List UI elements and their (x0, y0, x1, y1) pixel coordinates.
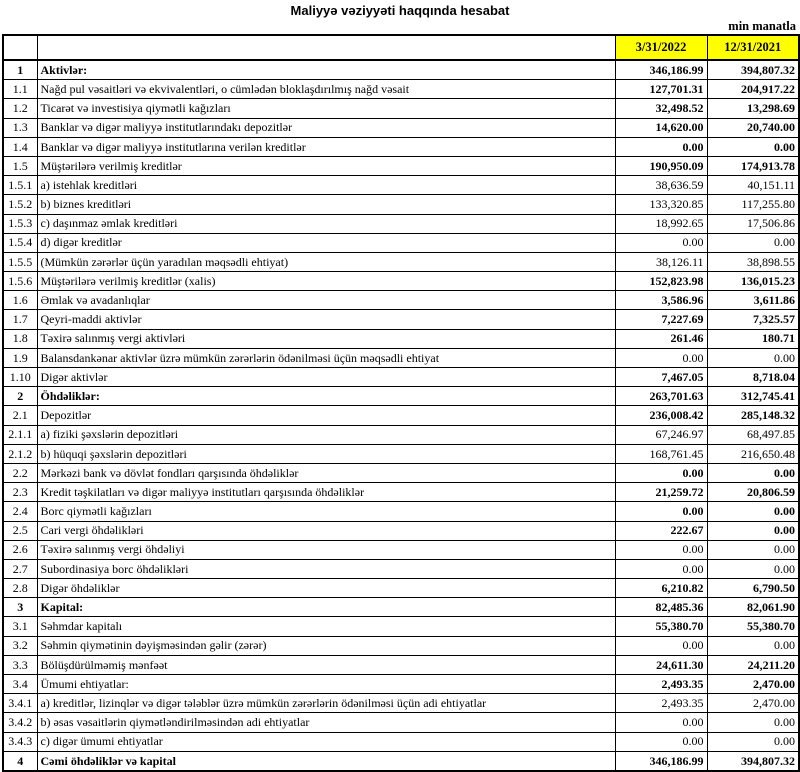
table-row (3, 118, 799, 137)
row-value-2021: 2,470.00 (707, 694, 799, 713)
row-value-2022: 7,227.69 (615, 310, 707, 329)
table-row (3, 463, 799, 482)
row-num: 2.8 (3, 579, 37, 598)
row-num: 2.1.2 (3, 444, 37, 463)
row-label: Digər öhdəliklər (37, 579, 615, 598)
row-num: 2.1 (3, 406, 37, 425)
row-num: 3.2 (3, 636, 37, 655)
table-row (3, 348, 799, 367)
table-row (3, 272, 799, 291)
row-num: 1.5.2 (3, 195, 37, 214)
row-label: Səhmin qiymətinin dəyişməsindən gəlir (zərər) (37, 636, 615, 655)
table-row (3, 406, 799, 425)
row-label: Balansdankənar aktivlər üzrə mümkün zərərlərin ödənilməsi üçün məqsədli ehtiyat (37, 348, 615, 367)
table-row (3, 559, 799, 578)
header-num-cell (3, 35, 37, 60)
row-value-2022: 0.00 (615, 137, 707, 156)
row-value-2021: 24,211.20 (707, 655, 799, 674)
row-value-2022: 82,485.36 (615, 598, 707, 617)
row-num: 3.3 (3, 655, 37, 674)
row-value-2021: 8,718.04 (707, 368, 799, 387)
row-num: 2.1.1 (3, 425, 37, 444)
row-value-2022: 0.00 (615, 559, 707, 578)
row-value-2021: 394,807.32 (707, 60, 799, 80)
row-value-2022: 0.00 (615, 233, 707, 252)
row-value-2021: 136,015.23 (707, 272, 799, 291)
row-label: Subordinasiya borc öhdəlikləri (37, 559, 615, 578)
row-value-2021: 0.00 (707, 502, 799, 521)
row-num: 1.10 (3, 368, 37, 387)
row-label: Depozitlər (37, 406, 615, 425)
row-label: Digər aktivlər (37, 368, 615, 387)
row-label: Kredit təşkilatları və digər maliyyə institutları qarşısında öhdəliklər (37, 483, 615, 502)
row-value-2021: 40,151.11 (707, 176, 799, 195)
row-value-2022: 236,008.42 (615, 406, 707, 425)
row-value-2022: 0.00 (615, 732, 707, 751)
table-row (3, 444, 799, 463)
row-num: 3.1 (3, 617, 37, 636)
row-value-2021: 6,790.50 (707, 579, 799, 598)
row-value-2022: 0.00 (615, 348, 707, 367)
row-value-2021: 0.00 (707, 713, 799, 732)
row-num: 1 (3, 60, 37, 80)
row-value-2022: 21,259.72 (615, 483, 707, 502)
row-label: Nağd pul vəsaitləri və ekvivalentləri, o cümlədən bloklaşdırılmış nağd vəsait (37, 80, 615, 99)
table-row (3, 694, 799, 713)
row-value-2022: 0.00 (615, 463, 707, 482)
row-label: d) digər kreditlər (37, 233, 615, 252)
row-label: Təxirə salınmış vergi öhdəliyi (37, 540, 615, 559)
row-label: Ticarət və investisiya qiymətli kağızları (37, 99, 615, 118)
row-label: Əmlak və avadanlıqlar (37, 291, 615, 310)
row-value-2022: 152,823.98 (615, 272, 707, 291)
table-row (3, 176, 799, 195)
row-label: b) hüquqi şəxslərin depozitləri (37, 444, 615, 463)
table-row (3, 732, 799, 751)
row-value-2021: 394,807.32 (707, 751, 799, 771)
row-value-2021: 0.00 (707, 233, 799, 252)
table-row (3, 252, 799, 271)
table-row (3, 195, 799, 214)
row-label: Kapital: (37, 598, 615, 617)
row-label: Cari vergi öhdəlikləri (37, 521, 615, 540)
row-num: 1.5.5 (3, 252, 37, 271)
row-label: Təxirə salınmış vergi aktivləri (37, 329, 615, 348)
table-row (3, 310, 799, 329)
row-value-2021: 0.00 (707, 732, 799, 751)
table-row (3, 636, 799, 655)
row-label: Mərkəzi bank və dövlət fondları qarşısında öhdəliklər (37, 463, 615, 482)
header-date-2022: 3/31/2022 (615, 35, 707, 60)
row-num: 1.5 (3, 156, 37, 175)
row-num: 2.5 (3, 521, 37, 540)
row-label: Borc qiymətli kağızları (37, 502, 615, 521)
table-row (3, 233, 799, 252)
row-value-2022: 0.00 (615, 502, 707, 521)
row-label: Bölüşdürülməmiş mənfəət (37, 655, 615, 674)
row-value-2021: 68,497.85 (707, 425, 799, 444)
row-value-2022: 190,950.09 (615, 156, 707, 175)
row-num: 3.4.1 (3, 694, 37, 713)
row-value-2022: 222.67 (615, 521, 707, 540)
row-label: Banklar və digər maliyyə institutlarına verilən kreditlər (37, 137, 615, 156)
row-value-2021: 7,325.57 (707, 310, 799, 329)
row-value-2022: 346,186.99 (615, 60, 707, 80)
row-value-2021: 0.00 (707, 137, 799, 156)
row-value-2021: 285,148.32 (707, 406, 799, 425)
row-value-2022: 261.46 (615, 329, 707, 348)
row-num: 1.5.6 (3, 272, 37, 291)
row-value-2022: 38,126.11 (615, 252, 707, 271)
table-row (3, 502, 799, 521)
row-num: 3 (3, 598, 37, 617)
table-row (3, 598, 799, 617)
row-value-2022: 7,467.05 (615, 368, 707, 387)
row-value-2021: 0.00 (707, 540, 799, 559)
row-label: (Mümkün zərərlər üçün yaradılan məqsədli ehtiyat) (37, 252, 615, 271)
row-label: Öhdəliklər: (37, 387, 615, 406)
row-value-2021: 0.00 (707, 348, 799, 367)
row-value-2021: 3,611.86 (707, 291, 799, 310)
row-value-2022: 346,186.99 (615, 751, 707, 771)
row-value-2022: 32,498.52 (615, 99, 707, 118)
row-value-2022: 0.00 (615, 713, 707, 732)
row-label: b) əsas vəsaitlərin qiymətləndirilməsindən adi ehtiyatlar (37, 713, 615, 732)
table-row (3, 156, 799, 175)
row-label: a) fiziki şəxslərin depozitləri (37, 425, 615, 444)
row-label: Cəmi öhdəliklər və kapital (37, 751, 615, 771)
table-row (3, 483, 799, 502)
row-num: 2.3 (3, 483, 37, 502)
row-num: 1.7 (3, 310, 37, 329)
table-row (3, 675, 799, 694)
page-title: Maliyyə vəziyyəti haqqında hesabat (290, 3, 510, 18)
row-num: 2.7 (3, 559, 37, 578)
table-row (3, 425, 799, 444)
row-value-2022: 67,246.97 (615, 425, 707, 444)
table-row (3, 80, 799, 99)
row-value-2021: 55,380.70 (707, 617, 799, 636)
table-row (3, 387, 799, 406)
table-row (3, 60, 799, 80)
row-value-2021: 312,745.41 (707, 387, 799, 406)
row-num: 1.8 (3, 329, 37, 348)
table-row (3, 137, 799, 156)
row-label: Qeyri-maddi aktivlər (37, 310, 615, 329)
table-row (3, 655, 799, 674)
row-num: 1.9 (3, 348, 37, 367)
header-desc-cell (37, 35, 615, 60)
row-label: Banklar və digər maliyyə institutlarındakı depozitlər (37, 118, 615, 137)
row-num: 4 (3, 751, 37, 771)
table-row (3, 713, 799, 732)
financial-position-table (2, 34, 800, 772)
row-label: Müştərilərə verilmiş kreditlər (xalis) (37, 272, 615, 291)
row-value-2021: 82,061.90 (707, 598, 799, 617)
row-value-2021: 174,913.78 (707, 156, 799, 175)
row-label: Müştərilərə verilmiş kreditlər (37, 156, 615, 175)
row-value-2022: 168,761.45 (615, 444, 707, 463)
table-row (3, 99, 799, 118)
row-value-2021: 13,298.69 (707, 99, 799, 118)
row-value-2021: 0.00 (707, 636, 799, 655)
row-label: Ümumi ehtiyatlar: (37, 675, 615, 694)
row-value-2022: 55,380.70 (615, 617, 707, 636)
row-value-2022: 127,701.31 (615, 80, 707, 99)
row-value-2021: 20,806.59 (707, 483, 799, 502)
row-num: 3.4.3 (3, 732, 37, 751)
header-row (3, 35, 799, 60)
row-value-2022: 38,636.59 (615, 176, 707, 195)
row-num: 1.2 (3, 99, 37, 118)
row-value-2021: 180.71 (707, 329, 799, 348)
row-value-2022: 263,701.63 (615, 387, 707, 406)
row-num: 2 (3, 387, 37, 406)
table-row (3, 214, 799, 233)
row-num: 2.4 (3, 502, 37, 521)
table-row (3, 751, 799, 771)
row-num: 2.2 (3, 463, 37, 482)
row-num: 1.1 (3, 80, 37, 99)
row-value-2021: 2,470.00 (707, 675, 799, 694)
row-value-2022: 3,586.96 (615, 291, 707, 310)
row-value-2022: 24,611.30 (615, 655, 707, 674)
row-value-2021: 17,506.86 (707, 214, 799, 233)
table-row (3, 329, 799, 348)
row-num: 1.6 (3, 291, 37, 310)
table-row (3, 291, 799, 310)
row-value-2021: 117,255.80 (707, 195, 799, 214)
row-value-2022: 18,992.65 (615, 214, 707, 233)
report-table-body (3, 60, 799, 771)
row-num: 2.6 (3, 540, 37, 559)
row-value-2021: 204,917.22 (707, 80, 799, 99)
table-row (3, 521, 799, 540)
row-value-2021: 0.00 (707, 463, 799, 482)
row-label: c) digər ümumi ehtiyatlar (37, 732, 615, 751)
row-num: 1.5.3 (3, 214, 37, 233)
row-value-2021: 38,898.55 (707, 252, 799, 271)
table-row (3, 540, 799, 559)
row-num: 1.5.1 (3, 176, 37, 195)
row-value-2021: 0.00 (707, 521, 799, 540)
header-date-2021: 12/31/2021 (707, 35, 799, 60)
row-value-2021: 20,740.00 (707, 118, 799, 137)
row-value-2022: 2,493.35 (615, 694, 707, 713)
row-value-2022: 14,620.00 (615, 118, 707, 137)
row-label: b) biznes kreditləri (37, 195, 615, 214)
row-value-2022: 0.00 (615, 540, 707, 559)
row-num: 1.3 (3, 118, 37, 137)
row-label: Aktivlər: (37, 60, 615, 80)
unit-note: min manatla (728, 19, 796, 33)
row-label: c) daşınmaz əmlak kreditləri (37, 214, 615, 233)
table-row (3, 617, 799, 636)
table-row (3, 368, 799, 387)
row-value-2022: 6,210.82 (615, 579, 707, 598)
row-value-2021: 0.00 (707, 559, 799, 578)
row-label: Səhmdar kapitalı (37, 617, 615, 636)
row-value-2021: 216,650.48 (707, 444, 799, 463)
row-label: a) kreditlər, lizinqlər və digər tələblər üzrə mümkün zərərlərin ödənilməsi üçün adi ehtiyatlar (37, 694, 615, 713)
table-row (3, 579, 799, 598)
row-num: 3.4 (3, 675, 37, 694)
row-num: 1.5.4 (3, 233, 37, 252)
row-label: a) istehlak kreditləri (37, 176, 615, 195)
row-num: 3.4.2 (3, 713, 37, 732)
row-num: 1.4 (3, 137, 37, 156)
row-value-2022: 2,493.35 (615, 675, 707, 694)
row-value-2022: 133,320.85 (615, 195, 707, 214)
row-value-2022: 0.00 (615, 636, 707, 655)
